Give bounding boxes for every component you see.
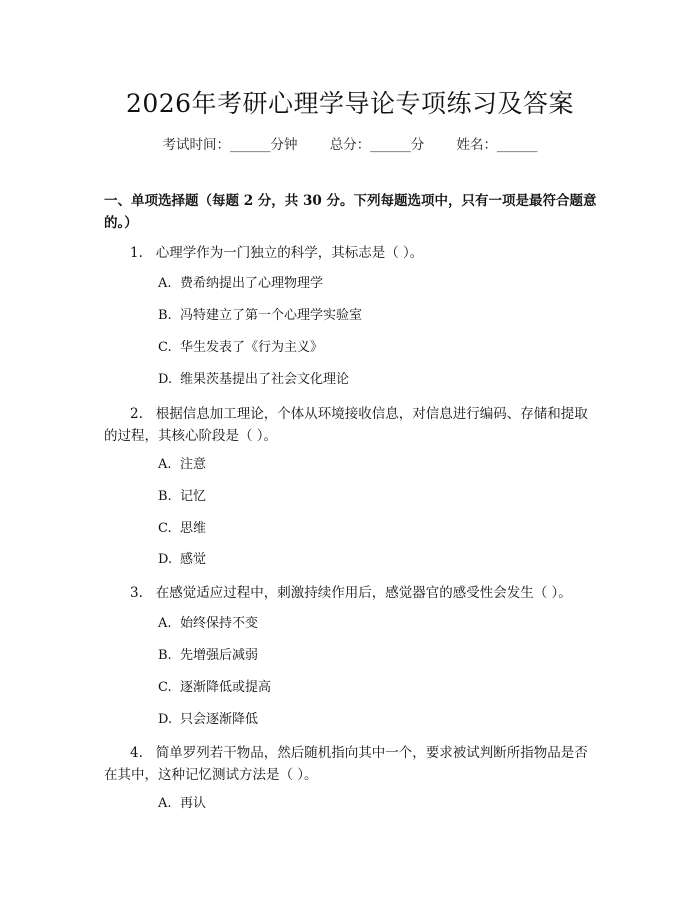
option-text: 始终保持不变 bbox=[180, 616, 259, 631]
option-3a bbox=[158, 615, 258, 633]
option-letter: C. bbox=[158, 680, 172, 695]
option-2a bbox=[158, 456, 206, 474]
option-2d bbox=[158, 551, 206, 569]
question-number: 3. bbox=[130, 585, 143, 601]
option-3c bbox=[158, 679, 271, 697]
option-1b bbox=[158, 307, 362, 325]
exam-info-line bbox=[0, 133, 700, 153]
option-1d bbox=[158, 371, 349, 389]
option-text: 华生发表了《行为主义》 bbox=[180, 340, 324, 355]
option-text: 维果茨基提出了社会文化理论 bbox=[180, 372, 350, 387]
question-stem: 简单罗列若干物品，然后随机指向其中一个，要求被试判断所指物品是否在其中，这种记忆测试方法是（ ）。 bbox=[104, 745, 588, 783]
option-text: 再认 bbox=[180, 796, 207, 811]
question-number: 4. bbox=[130, 745, 143, 761]
name-field: 姓名：______ bbox=[456, 137, 538, 153]
question-3 bbox=[104, 582, 600, 604]
question-1 bbox=[104, 242, 600, 264]
option-letter: A. bbox=[158, 796, 172, 811]
option-letter: A. bbox=[158, 276, 172, 291]
option-text: 逐渐降低或提高 bbox=[180, 680, 272, 695]
option-text: 费希纳提出了心理物理学 bbox=[180, 276, 324, 291]
option-text: 冯特建立了第一个心理学实验室 bbox=[180, 308, 363, 323]
option-3b bbox=[158, 647, 258, 665]
option-1a bbox=[158, 275, 323, 293]
option-letter: B. bbox=[158, 648, 172, 663]
document-title: 2026年考研心理学导论专项练习及答案 bbox=[125, 89, 575, 118]
option-letter: B. bbox=[158, 308, 172, 323]
option-letter: C. bbox=[158, 340, 172, 355]
option-letter: D. bbox=[158, 372, 173, 387]
option-letter: D. bbox=[158, 712, 173, 727]
question-number: 2. bbox=[130, 406, 143, 422]
option-letter: C. bbox=[158, 521, 172, 536]
option-text: 记忆 bbox=[180, 489, 207, 504]
option-text: 注意 bbox=[180, 457, 207, 472]
option-1c bbox=[158, 339, 323, 357]
question-stem: 心理学作为一门独立的科学，其标志是（ ）。 bbox=[155, 245, 424, 261]
section-heading: 一、单项选择题（每题 2 分，共 30 分。下列每题选项中，只有一项是最符合题意的。） bbox=[104, 193, 597, 231]
question-number: 1. bbox=[130, 245, 143, 261]
option-2c bbox=[158, 520, 206, 538]
question-stem: 在感觉适应过程中，刺激持续作用后，感觉器官的感受性会发生（ ）。 bbox=[155, 585, 572, 601]
option-4a bbox=[158, 795, 206, 813]
question-2 bbox=[104, 403, 600, 447]
option-letter: A. bbox=[158, 457, 172, 472]
exam-time-field: 考试时间：______分钟 bbox=[162, 137, 298, 153]
option-letter: A. bbox=[158, 616, 172, 631]
option-text: 只会逐渐降低 bbox=[180, 712, 259, 727]
option-text: 感觉 bbox=[180, 552, 207, 567]
option-3d bbox=[158, 711, 258, 729]
option-letter: D. bbox=[158, 552, 173, 567]
total-score-field: 总分：______分 bbox=[329, 137, 425, 153]
question-stem: 根据信息加工理论，个体从环境接收信息，对信息进行编码、存储和提取的过程，其核心阶段是（ ）。 bbox=[104, 406, 588, 444]
option-text: 思维 bbox=[180, 521, 207, 536]
option-2b bbox=[158, 488, 206, 506]
option-letter: B. bbox=[158, 489, 172, 504]
option-text: 先增强后减弱 bbox=[180, 648, 259, 663]
question-4 bbox=[104, 742, 600, 786]
